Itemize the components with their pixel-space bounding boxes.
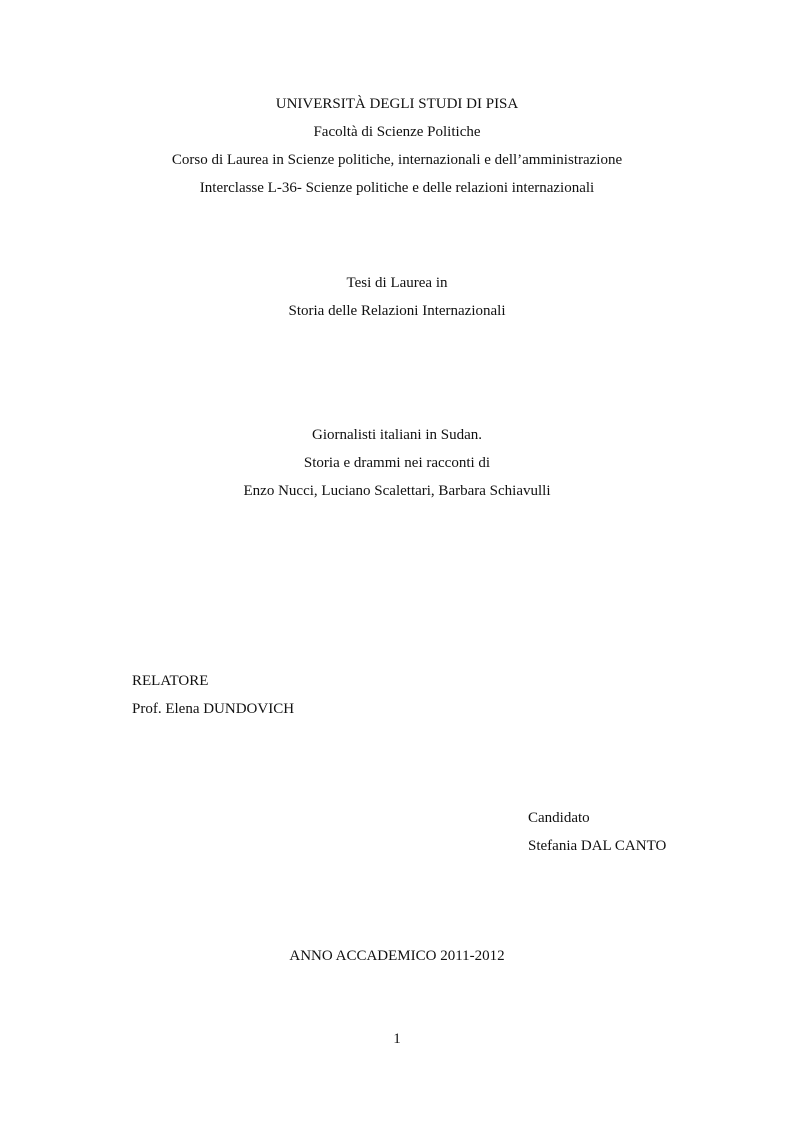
academic-year: ANNO ACCADEMICO 2011-2012 — [289, 948, 505, 964]
thesis-title-line-1: Giornalisti italiani in Sudan. — [312, 427, 482, 443]
page-number: 1 — [393, 1031, 401, 1047]
degree-course: Corso di Laurea in Scienze politiche, internazionali e dell’amministrazione — [171, 152, 623, 168]
supervisor-name: Prof. Elena DUNDOVICH — [132, 701, 295, 717]
thesis-title-line-3: Enzo Nucci, Luciano Scalettari, Barbara Schiavulli — [243, 483, 551, 499]
university-name: UNIVERSITÀ DEGLI STUDI DI PISA — [275, 96, 519, 112]
candidate-label: Candidato — [528, 810, 590, 826]
degree-class: Interclasse L-36- Scienze politiche e delle relazioni internazionali — [199, 180, 595, 196]
thesis-type: Tesi di Laurea in — [346, 275, 448, 291]
faculty-name: Facoltà di Scienze Politiche — [313, 124, 481, 140]
supervisor-label: RELATORE — [132, 673, 209, 689]
thesis-title-line-2: Storia e drammi nei racconti di — [303, 455, 491, 471]
thesis-subject: Storia delle Relazioni Internazionali — [288, 303, 506, 319]
candidate-name: Stefania DAL CANTO — [528, 838, 667, 854]
